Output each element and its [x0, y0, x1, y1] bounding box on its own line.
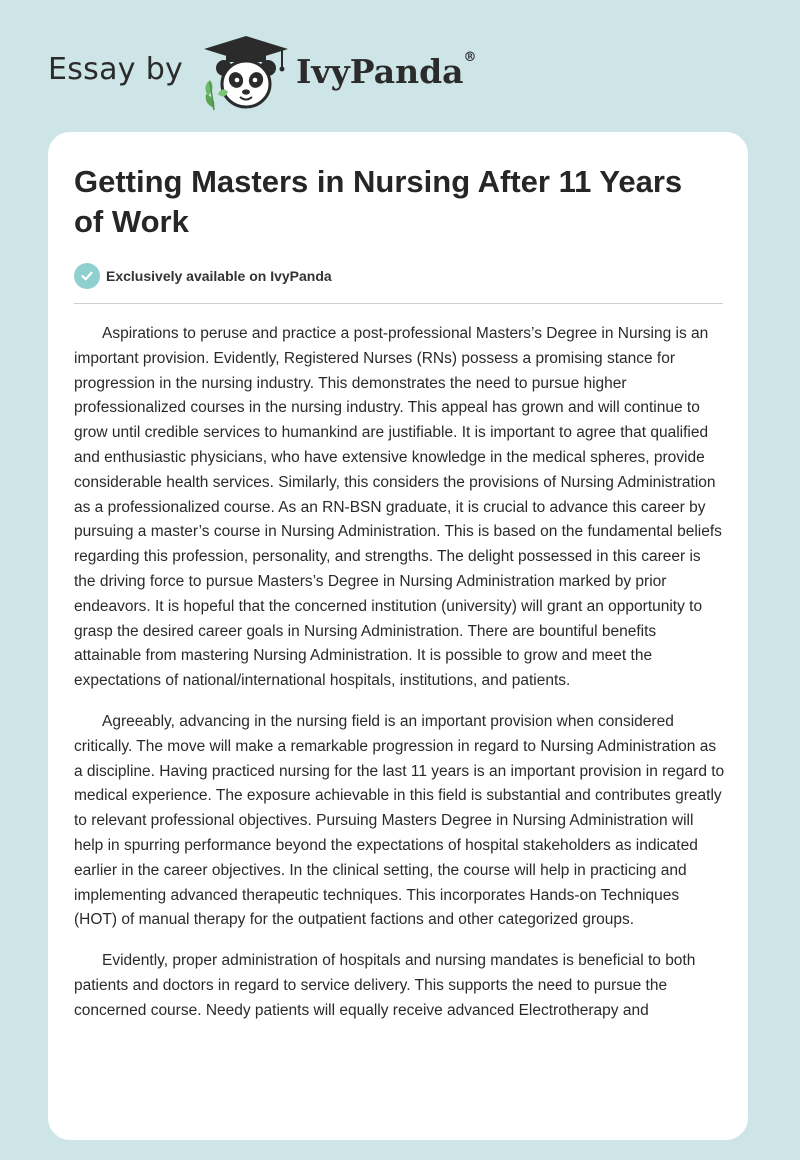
check-circle-icon	[74, 263, 100, 289]
panda-graduate-logo-icon[interactable]	[200, 34, 292, 112]
essay-body	[74, 322, 726, 1040]
exclusive-label: Exclusively available on IvyPanda	[106, 268, 332, 284]
brand-name: IvyPanda	[296, 52, 464, 91]
paragraph: Agreeably, advancing in the nursing field is an important provision when considered critically. The move will make a remarkable progression in regard to Nursing Administration as a discipline. Having practiced nursing for the last 11 years is an important provision in regard to medical experience. The exposure achievable in this field is substantial and contributes greatly to relevant professional objectives. Pursuing Masters Degree in Nursing Administration will help in spurring performance beyond the expectations of hospital stakeholders as indicated earlier in the career objectives. In the clinical setting, the course will help in practicing and implementing advanced therapeutic techniques. This incorporates Hands-on Techniques (HOT) of manual therapy for the outpatient factions and other categorized groups.	[74, 712, 725, 929]
essay-title: Getting Masters in Nursing After 11 Years of Work	[74, 164, 683, 239]
essay-by-label: Essay by	[48, 52, 184, 87]
exclusive-badge	[74, 263, 332, 289]
divider	[74, 303, 723, 304]
registered-mark: ®	[463, 50, 477, 65]
paragraph: Aspirations to peruse and practice a post-professional Masters’s Degree in Nursing is an important provision. Evidently, Registered Nurses (RNs) possess a promising stance for progression in the nursing industry. This demonstrates the need to pursue higher professionalized courses in the nursing industry. This appeal has grown and will continue to grow until credible services to humankind are justifiable. It is important to agree that qualified and enthusiastic physicians, who have extensive knowledge in the medical spheres, provide considerable health services. Similarly, this considers the provisions of Nursing Administration as a professionalized course. As an RN-BSN graduate, it is crucial to advance this career by pursuing a master’s course in Nursing Administration. This is based on the fundamental beliefs regarding this profession, personality, and strengths. The delight possessed in this career is the driving force to pursue Masters’s Degree in Nursing Administration marked by prior endeavors. It is hopeful that the concerned institution (university) will grant an opportunity to grasp the desired career goals in Nursing Administration. There are bountiful benefits attainable from mastering Nursing Administration. It is possible to grow and meet the expectations of national/international hospitals, institutions, and patients.	[74, 325, 722, 690]
paragraph: Evidently, proper administration of hospitals and nursing mandates is beneficial to both patients and doctors in regard to service delivery. This supports the need to pursue the concerned course. Needy patients will equally receive advanced Electrotherapy and	[74, 952, 696, 1019]
ivypanda-brand[interactable]	[296, 52, 477, 91]
site-header	[48, 28, 648, 118]
essay-card	[48, 132, 748, 1140]
